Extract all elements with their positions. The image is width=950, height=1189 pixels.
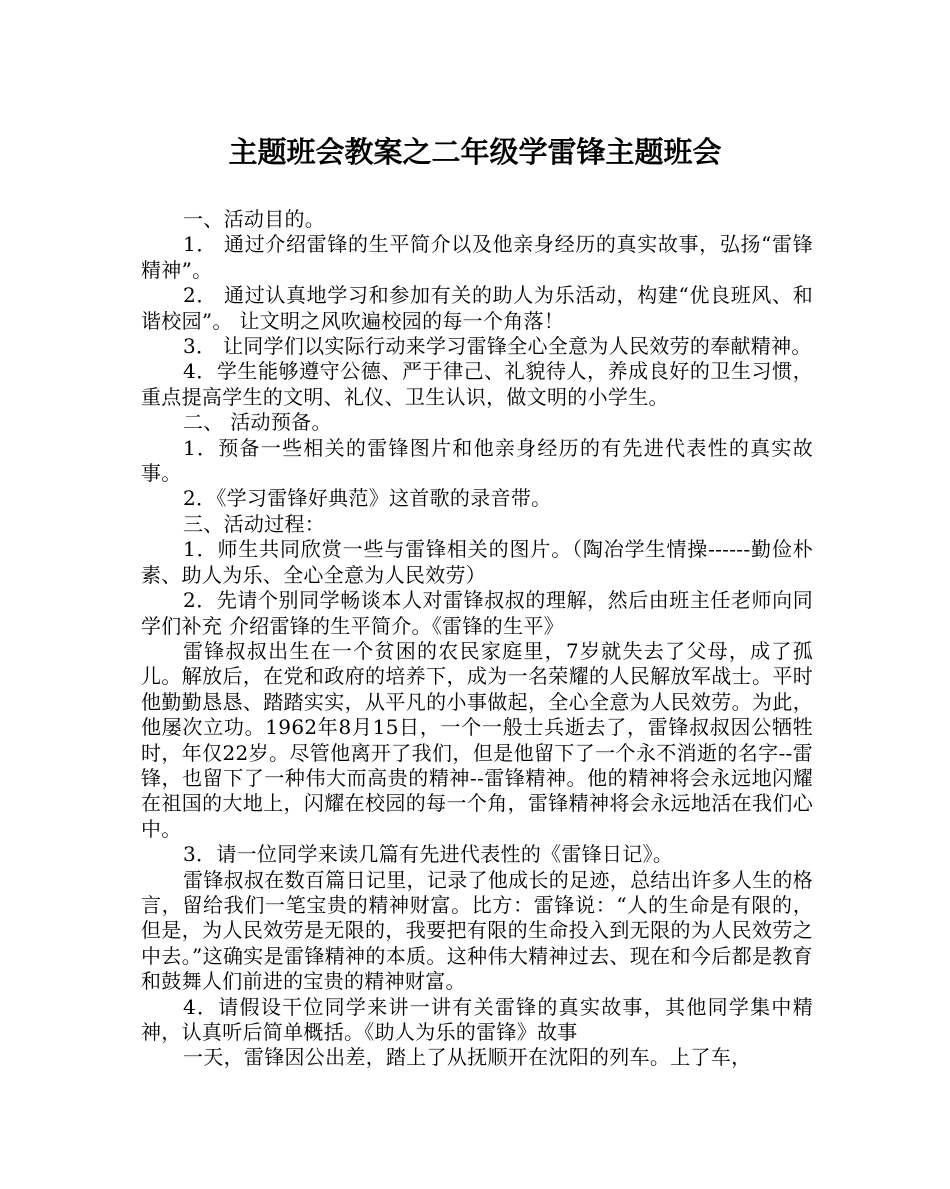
- document-title: 主题班会教案之二年级学雷锋主题班会: [228, 135, 722, 169]
- paragraph: 1． 通过介绍雷锋的生平简介以及他亲身经历的真实故事，弘扬“雷锋精神”。: [141, 232, 813, 282]
- paragraph: 2．先请个别同学畅谈本人对雷锋叔叔的理解，然后由班主任老师向同学们补充 介绍雷锋的生平简介。《雷锋的生平》: [141, 588, 813, 638]
- paragraph: 1．师生共同欣赏一些与雷锋相关的图片。（陶冶学生情操------勤俭朴素、助人为乐、全心全意为人民效劳）: [141, 537, 813, 587]
- paragraph: 3． 让同学们以实际行动来学习雷锋全心全意为人民效劳的奉献精神。: [183, 334, 812, 359]
- paragraph: 4．学生能够遵守公德、严于律己、礼貌待人，养成良好的卫生习惯，重点提高学生的文明、礼仪、卫生认识，做文明的小学生。: [141, 359, 813, 409]
- paragraph: 2． 通过认真地学习和参加有关的助人为乐活动，构建“优良班风、和谐校园”。 让文明之风吹遍校园的每一个角落！: [141, 283, 813, 333]
- paragraph: 3．请一位同学来读几篇有先进代表性的《雷锋日记》。: [183, 842, 674, 867]
- paragraph: 三、活动过程：: [183, 511, 326, 536]
- paragraph: 2．《学习雷锋好典范》这首歌的录音带。: [183, 486, 552, 511]
- paragraph: 雷锋叔叔在数百篇日记里，记录了他成长的足迹，总结出许多人生的格言，留给我们一笔宝贵的精神财富。比方：雷锋说：“人的生命是有限的，但是，为人民效劳是无限的，我要把有限的生命投入到无限的为人民效劳之中去。”这确实是雷锋精神的本质。这种伟大精神过去、现在和今后都是教育和鼓舞人们前进的宝贵的精神财富。: [141, 867, 813, 994]
- paragraph: 二、 活动预备。: [183, 410, 332, 435]
- paragraph: 4．请假设干位同学来讲一讲有关雷锋的真实故事，其他同学集中精神，认真听后简单概括。《助人为乐的雷锋》故事: [141, 994, 813, 1044]
- paragraph: 一天，雷锋因公出差，踏上了从抚顺开在沈阳的列车。上了车，: [183, 1045, 752, 1070]
- paragraph: 雷锋叔叔出生在一个贫困的农民家庭里，7岁就失去了父母，成了孤儿。解放后，在党和政府的培养下，成为一名荣耀的人民解放军战士。平时他勤勤恳恳、踏踏实实，从平凡的小事做起，全心全意为人民效劳。为此，他屡次立功。1962年8月15日，一个一般士兵逝去了，雷锋叔叔因公牺牲时，年仅22岁。尽管他离开了我们，但是他留下了一个永不消逝的名字--雷锋，也留下了一种伟大而高贵的精神--雷锋精神。他的精神将会永远地闪耀在祖国的大地上，闪耀在校园的每一个角，雷锋精神将会永远地活在我们心中。: [141, 638, 813, 841]
- paragraph: 一、活动目的。: [183, 207, 326, 231]
- paragraph: 1．预备一些相关的雷锋图片和他亲身经历的有先进代表性的真实故事。: [141, 435, 813, 486]
- document-body: [141, 207, 813, 1071]
